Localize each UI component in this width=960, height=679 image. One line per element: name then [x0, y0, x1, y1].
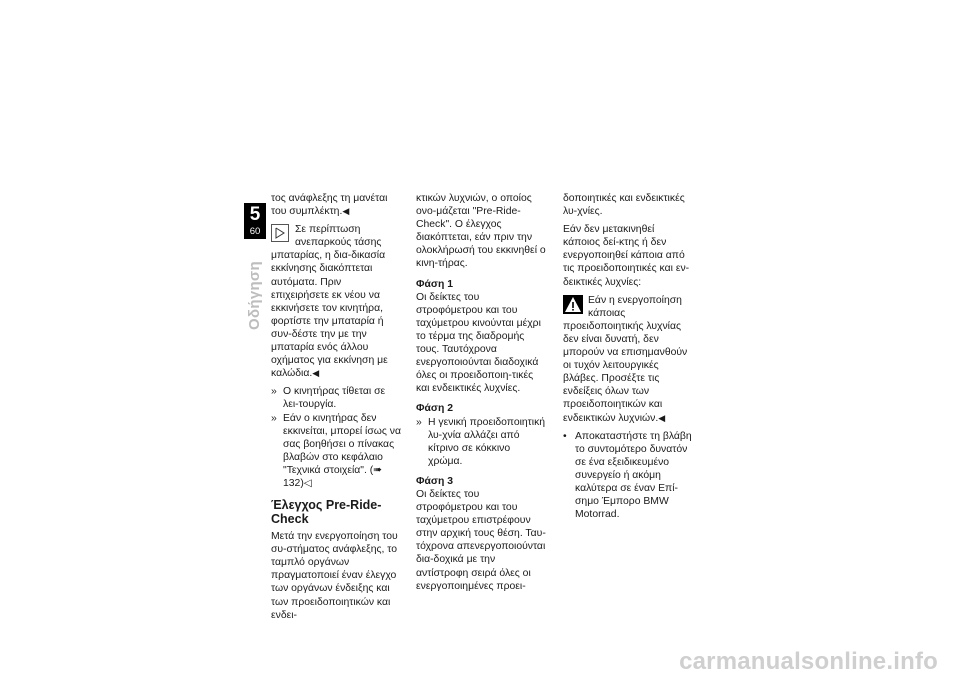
end-marker-icon: ◀: [342, 206, 350, 217]
warning-text: Εάν η ενεργοποίηση κάποιας προειδοποιητικής λυχνίας δεν είναι δυνατή, δεν μπορούν να επισημανθούν οι τυχόν λειτουργικές βλάβες. Προσέξτε τις ενδείξεις όλων των προειδοποιητικών και ενδεικτικών λυχνιών.: [563, 294, 688, 424]
end-marker-icon: ◀: [658, 412, 666, 423]
phase-3-title: Φάση 3: [416, 475, 454, 487]
chapter-tab: [244, 203, 266, 239]
arrow-marker: »: [416, 416, 422, 428]
paragraph-continued: κτικών λυχνιών, ο οποίος ονο-μάζεται "Pre-Ride-Check". Ο έλεγχος διακόπτεται, εάν πριν την ολοκλήρωσή του εκκινηθεί ο κινη-τήρας.: [416, 193, 546, 270]
column-1: [271, 192, 402, 622]
chapter-number: 5: [249, 204, 261, 225]
note-triangle-icon: [271, 224, 289, 242]
phase-3-text: Οι δείκτες του στροφόμετρου και του ταχύμετρου επιστρέφουν στην αρχική τους θέση. Ταυ-τόχρονα απενεργοποιούνται δια-δοχικά με την αντίστροφη σειρά όλες οι ενεργοποιημένες προει-: [416, 488, 546, 592]
page-number: 60: [249, 226, 261, 237]
phase-1-title: Φάση 1: [416, 278, 454, 290]
list-item: » Η γενική προειδοποιητική λυ-χνία αλλάζει από κίτρινο σε κόκκινο χρώμα.: [416, 416, 546, 467]
paragraph-condition: Εάν δεν μετακινηθεί κάποιος δεί-κτης ή δεν ενεργοποιηθεί κάποια από τις προειδοποιητικές και εν-δεικτικές λυχνίες:: [563, 224, 690, 288]
note-block: [271, 223, 402, 380]
arrow-marker: »: [271, 412, 277, 424]
phase-2-title: Φάση 2: [416, 403, 454, 415]
list-item: » Ο κινητήρας τίθεται σε λει-τουργία.: [271, 386, 386, 411]
note-text: Σε περίπτωση ανεπαρκούς τάσης μπαταρίας, η δια-δικασία εκκίνησης διακόπτεται αυτόματα. Πριν επιχειρήσετε εκ νέου να εκκινήσετε τον κινητήρα, φορτίστε την μπαταρία ή συν-δέστε την με την μπαταρία ενός άλλου οχήματος για εκκίνηση με καλώδια.: [271, 224, 388, 380]
section-intro: Μετά την ενεργοποίηση του συ-στήματος ανάφλεξης, το ταμπλό οργάνων πραγματοποιεί έναν έλεγχο των οργάνων ένδειξης και των προειδοποιητικών και ενδει-: [271, 531, 398, 621]
end-marker-icon: ◀: [312, 368, 320, 379]
watermark: carmanualsonline.info: [679, 648, 938, 675]
paragraph-continued: δοποιητικές και ενδεικτικές λυ-χνίες.: [563, 193, 685, 218]
phase-1-text: Οι δείκτες του στροφόμετρου και του ταχύμετρου κινούνται μέχρι το τέρμα της διαδρομής τους. Ταυτόχρονα ενεργοποιούνται διαδοχικά όλες οι προειδοποιη-τικές και ενδεικτικές λυχνίες.: [416, 291, 541, 395]
warning-block: [563, 294, 694, 425]
section-title: Έλεγχος Pre-Ride-Check: [271, 498, 382, 527]
column-2: [416, 192, 547, 593]
paragraph-ignition: τος ανάφλεξης τη μανέται του συμπλέκτη.◀: [271, 193, 388, 218]
arrow-marker: »: [271, 386, 277, 398]
warning-icon: [563, 295, 583, 314]
chapter-side-title: Οδήγηση: [246, 261, 263, 330]
bullet-dot: •: [563, 430, 567, 442]
column-3: [563, 192, 694, 521]
list-item: » Εάν ο κινητήρας δεν εκκινείται, μπορεί ίσως να σας βοηθήσει ο πίνακας βλαβών στο κεφάλαιο "Τεχνικά στοιχεία". (➠ 132)◁: [271, 412, 401, 489]
list-item: • Αποκαταστήστε τη βλάβη το συντομότερο δυνατόν σε ένα εξειδικευμένο συνεργείο ή ακόμη καλύτερα σε έναν Επί-σημο Έμπορο BMW Motorrad.: [563, 430, 692, 521]
